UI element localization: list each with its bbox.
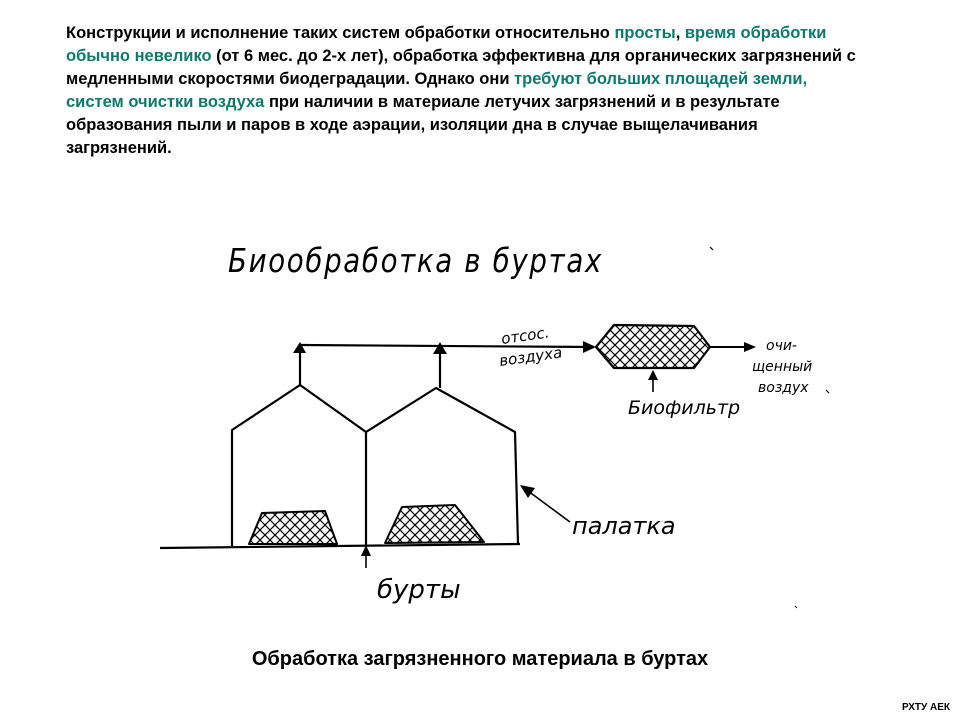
- pile-right: [385, 505, 484, 543]
- intro-text: (от 6 мес. до 2-х лет), обработка эффективна для органических загрязнений с медленными скоростями биодеградации. Однако они: [66, 47, 856, 88]
- arrow-right-icon: [744, 342, 756, 352]
- intro-text: Конструкции и исполнение таких систем обработки относительно: [66, 24, 615, 42]
- stray-mark: [795, 606, 797, 608]
- arrow-up-icon: [648, 370, 658, 380]
- exhaust-air-label: воздуха: [498, 343, 564, 370]
- cleaned-air-label: воздух: [758, 380, 809, 396]
- stray-mark: [826, 390, 829, 393]
- ground-line: [160, 544, 520, 548]
- arrow-up-icon: [433, 342, 447, 354]
- figure-caption: Обработка загрязненного материала в буртах: [251, 648, 709, 670]
- stray-mark: [710, 247, 713, 250]
- tent-label: палатка: [572, 512, 676, 540]
- intro-highlight: просты: [614, 24, 676, 42]
- cleaned-air-label: очи-: [766, 338, 797, 354]
- exhaust-air-label: отсос.: [500, 323, 551, 348]
- biofilter-label: Биофильтр: [628, 397, 741, 419]
- pile-left: [249, 511, 337, 544]
- diagram-title: Биообработка в буртах: [228, 241, 603, 280]
- intro-highlight: требуют больших площадей земли, систем очистки воздуха: [66, 70, 808, 111]
- cleaned-air-label: щенный: [752, 359, 813, 375]
- intro-highlight: время обработки обычно невелико: [66, 24, 827, 65]
- arrow-right-icon: [583, 341, 596, 353]
- biofilter-unit: [596, 325, 710, 368]
- arrow-up-icon: [293, 342, 306, 353]
- organization-label: РХТУ АЕК: [901, 702, 950, 713]
- intro-text: при наличии в материале летучих загрязнений и в результате образования пыли и паров в ходе аэрации, изоляции дна в случае выщелачивания загрязнений.: [66, 93, 780, 157]
- intro-text: ,: [675, 24, 685, 42]
- piles-label: бурты: [377, 575, 461, 605]
- arrow-pointer-icon: [520, 485, 535, 498]
